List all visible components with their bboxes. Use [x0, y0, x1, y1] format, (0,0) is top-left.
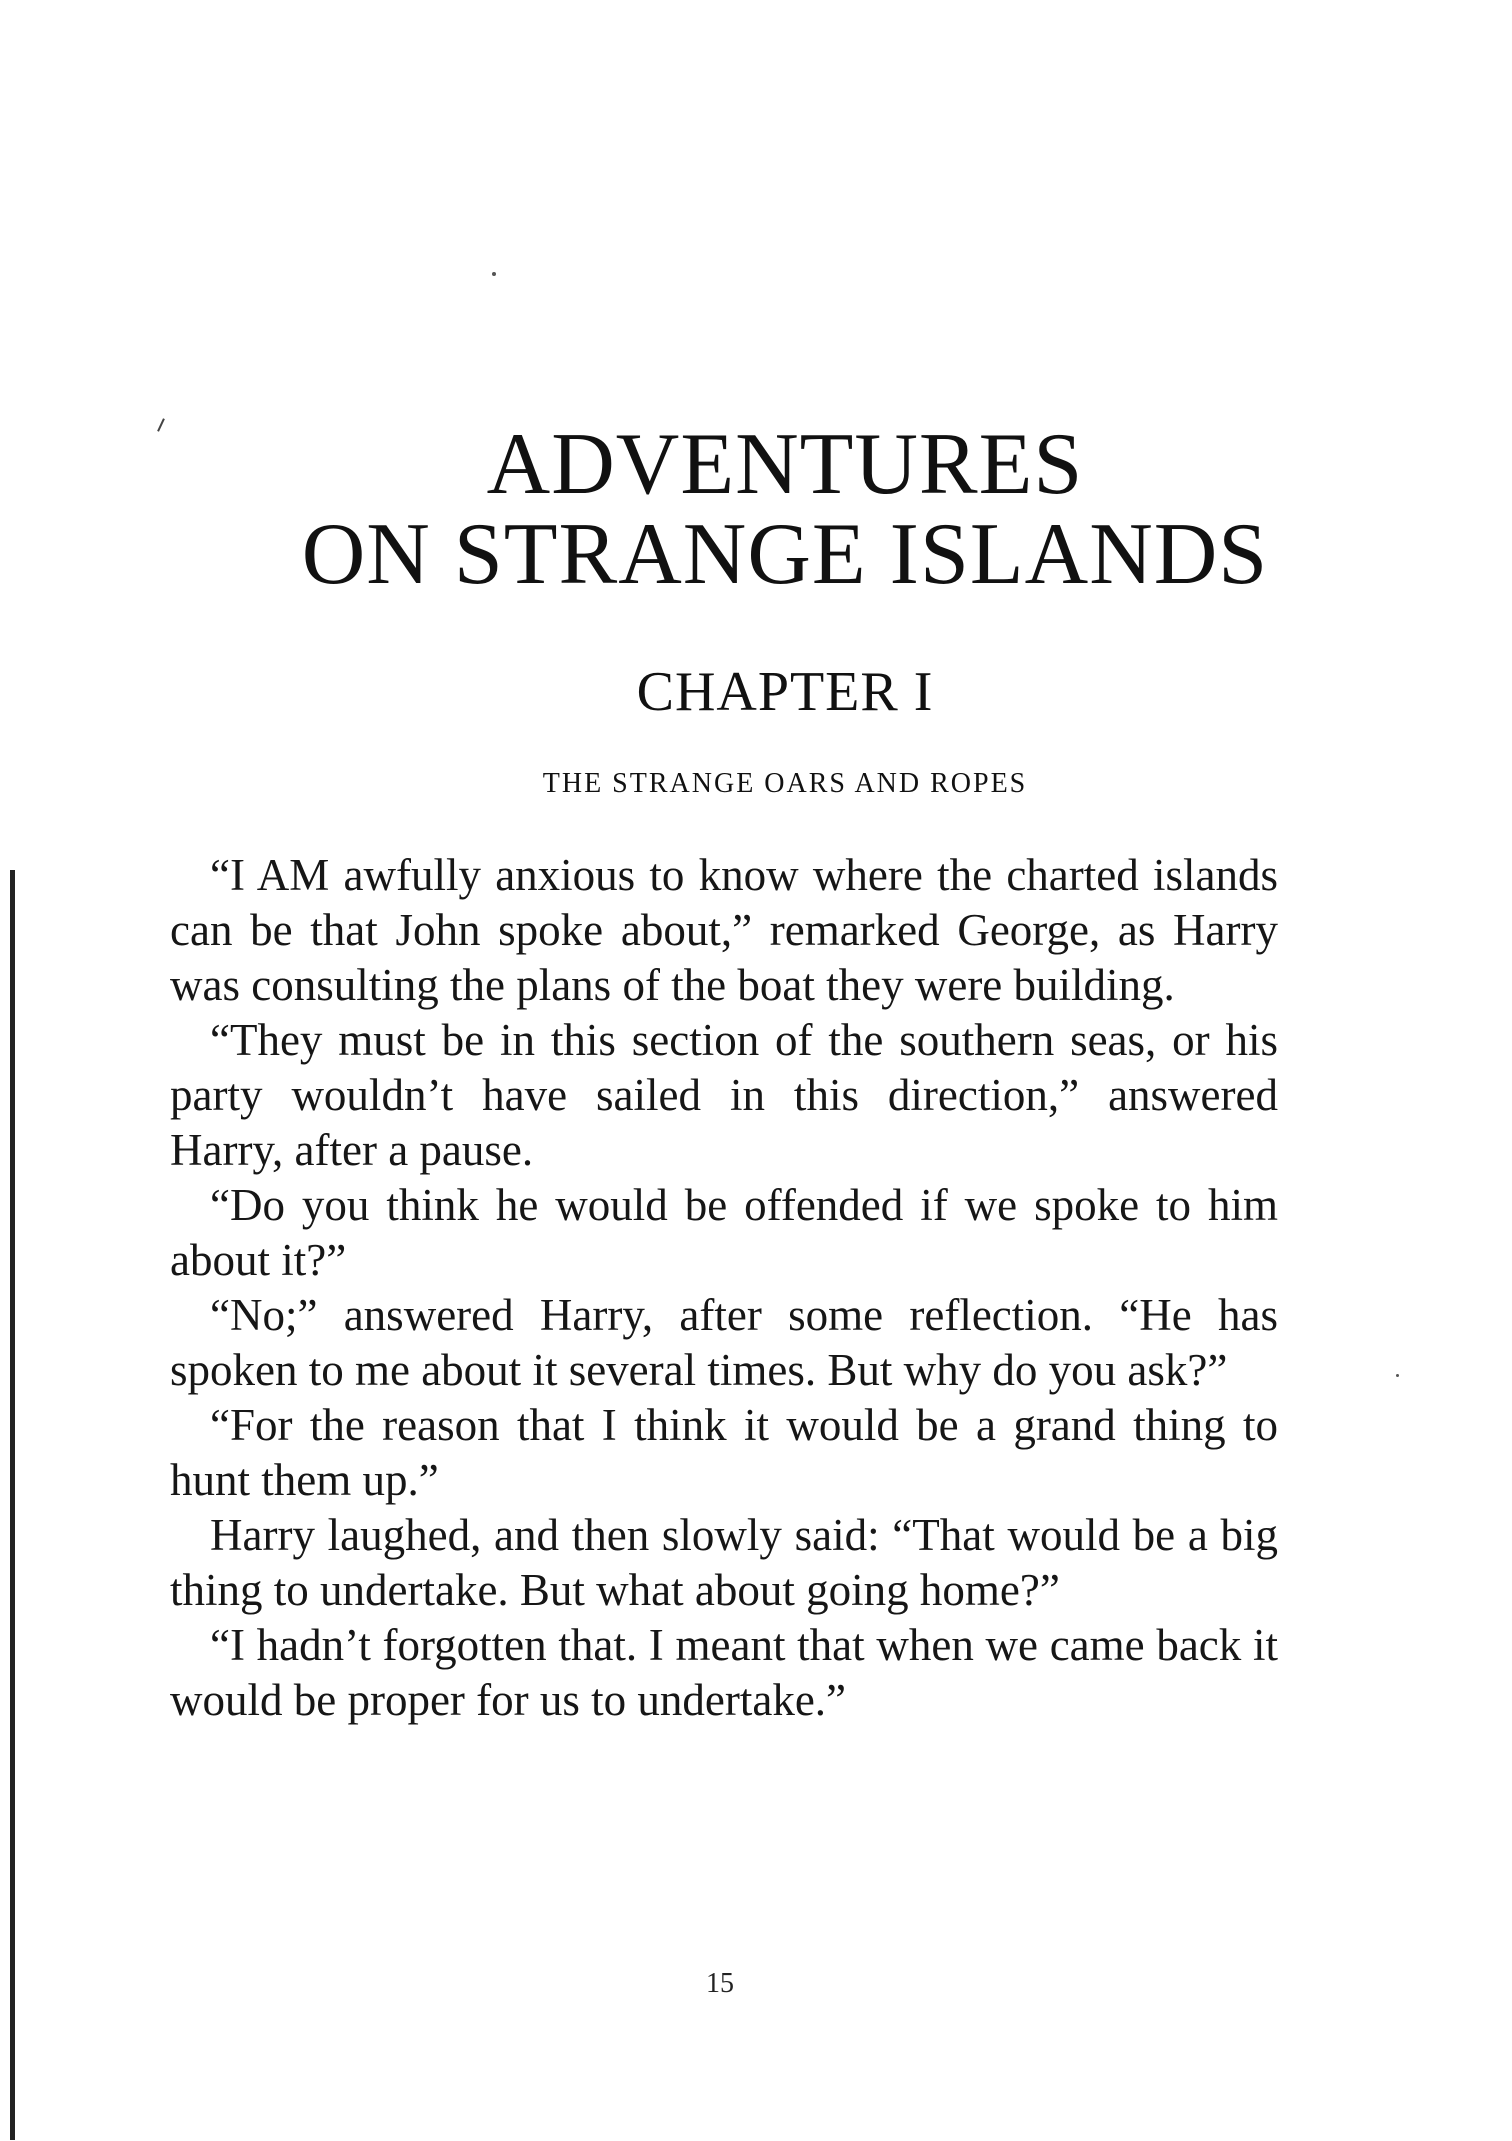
stray-ink-mark	[157, 418, 165, 432]
paragraph: “Do you think he would be offended if we spoke to him about it?”	[170, 1180, 1278, 1285]
chapter-title: THE STRANGE OARS AND ROPES	[542, 768, 1028, 799]
chapter-number: CHAPTER I	[636, 661, 934, 723]
book-title-line-2: ON STRANGE ISLANDS	[301, 506, 1269, 603]
paragraph: Harry laughed, and then slowly said: “That would be a big thing to undertake. But what about going home?”	[170, 1510, 1278, 1615]
paragraph: “They must be in this section of the southern seas, or his party wouldn’t have sailed in this direction,” answered Harry, after a pause.	[170, 1015, 1278, 1175]
body-text	[170, 848, 1278, 1728]
page-number: 15	[706, 1968, 734, 1999]
binding-edge-line	[10, 870, 15, 2140]
paragraph: “No;” answered Harry, after some reflection. “He has spoken to me about it several times. But why do you ask?”	[170, 1290, 1278, 1395]
paragraph: “I hadn’t forgotten that. I meant that when we came back it would be proper for us to undertake.”	[170, 1620, 1278, 1725]
paragraph: “For the reason that I think it would be a grand thing to hunt them up.”	[170, 1400, 1278, 1505]
paragraph: “I AM awfully anxious to know where the charted islands can be that John spoke about,” remarked George, as Harry was consulting the plans of the boat they were building.	[170, 850, 1278, 1010]
ink-speck	[1396, 1374, 1399, 1377]
ink-speck	[492, 272, 496, 276]
book-title-line-1: ADVENTURES	[486, 416, 1084, 513]
